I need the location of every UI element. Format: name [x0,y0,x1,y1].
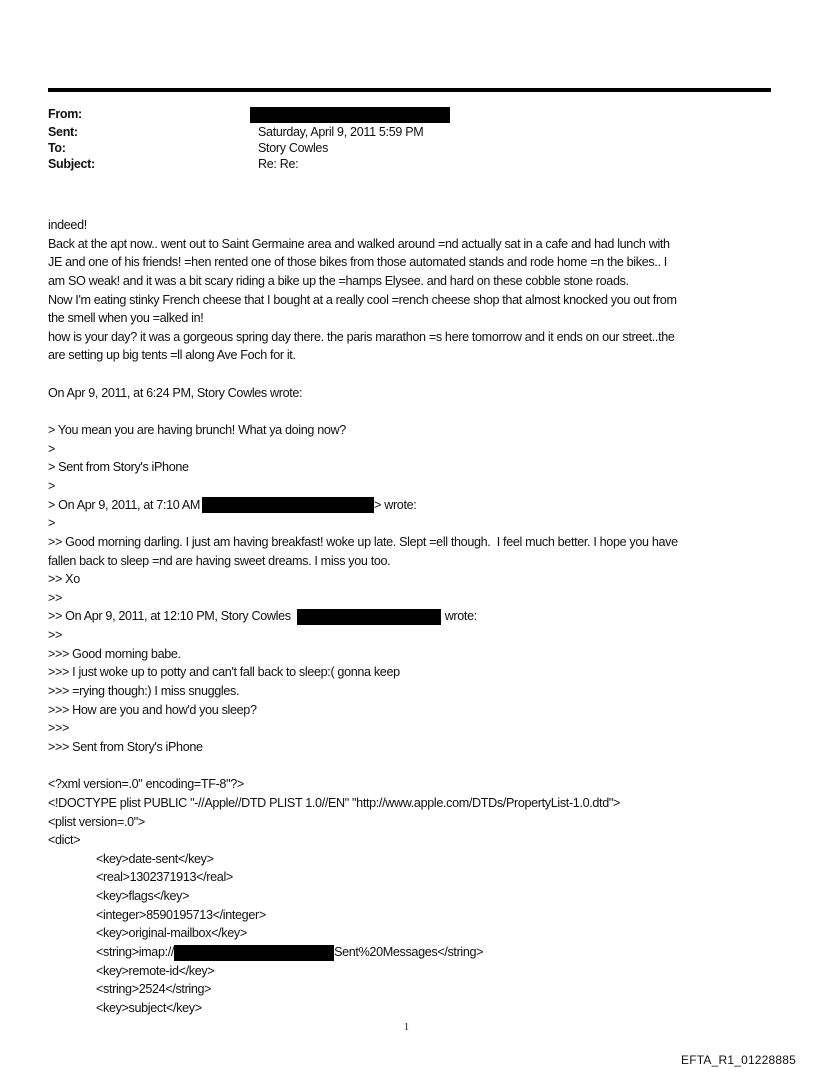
quote-line: > [48,441,56,456]
redaction [202,497,374,513]
body-line: Now I'm eating stinky French cheese that I bought at a really cool =rench cheese shop that almost knocked you out from [48,292,677,307]
quote-line: >>> [48,721,70,736]
to-label: To: [48,141,66,155]
xml-line: <real>1302371913</real> [96,870,233,885]
quote-attribution: >> On Apr 9, 2011, at 12:10 PM, Story Cowles [48,609,291,624]
xml-line: <key>date-sent</key> [96,851,214,866]
quote-line: >> Xo [48,572,80,587]
blank-line [48,757,788,776]
xml-line: <plist version=.0"> [48,814,145,829]
body-line: the smell when you =alked in! [48,311,204,326]
xml-line: <key>flags</key> [96,889,190,904]
quote-line: > You mean you are having brunch! What ya doing now? [48,423,346,438]
quote-line: fallen back to sleep =nd are having sweet dreams. I miss you too. [48,553,391,568]
quote-line: >>> I just woke up to potty and can't fall back to sleep:( gonna keep [48,665,400,680]
quote-line: >> [48,590,63,605]
body-line: indeed! [48,218,87,232]
quote-line: >>> Good morning babe. [48,646,181,661]
quote-line: > [48,478,56,493]
sent-value: Saturday, April 9, 2011 5:59 PM [258,125,424,139]
quote-line: >>> =rying though:) I miss snuggles. [48,684,240,699]
quote-line: >> [48,628,63,643]
quote-line: >>> Sent from Story's iPhone [48,739,203,754]
xml-line [48,943,788,962]
quote-line: > [48,516,56,531]
xml-line: <key>remote-id</key> [96,963,215,978]
quote-attribution-end: > wrote: [374,497,417,512]
xml-line: <key>original-mailbox</key> [96,926,247,941]
quote-line: > Sent from Story's iPhone [48,460,189,475]
email-body [48,216,788,1018]
xml-fragment: Sent%20Messages</string> [334,944,484,959]
header-rule [48,88,771,92]
sent-label: Sent: [48,125,78,139]
xml-line: <string>2524</string> [96,982,212,997]
redaction [297,609,441,625]
quote-attribution: On Apr 9, 2011, at 6:24 PM, Story Cowles wrote: [48,385,303,400]
xml-line: <?xml version=.0" encoding=TF-8"?> [48,777,244,792]
from-label: From: [48,107,82,121]
blank-line [48,402,788,421]
bates-number: EFTA_R1_01228885 [681,1053,797,1067]
subject-value: Re: Re: [258,157,299,171]
body-line: are setting up big tents =ll along Ave Foch for it. [48,348,296,363]
xml-line: <dict> [48,833,81,848]
quote-line [48,607,788,626]
redaction [174,945,334,961]
body-line: Back at the apt now.. went out to Saint Germaine area and walked around =nd actually sat in a cafe and had lunch with [48,236,670,251]
to-value: Story Cowles [258,141,329,155]
from-value-redacted [250,106,450,123]
xml-fragment: <string>imap:// [96,944,175,959]
page-number: 1 [404,1022,409,1033]
xml-line: <integer>8590195713</integer> [96,907,266,922]
xml-line: <key>subject</key> [96,1000,202,1015]
xml-line: <!DOCTYPE plist PUBLIC "-//Apple//DTD PLIST 1.0//EN" "http://www.apple.com/DTDs/PropertyList-1.0.dtd"> [48,795,620,810]
quote-attribution-end: wrote: [444,609,477,624]
quote-line: >> Good morning darling. I just am having breakfast! woke up late. Slept =ell though. I feel much better. I hope you have [48,534,678,549]
quote-line: >>> How are you and how'd you sleep? [48,702,257,717]
quote-line [48,496,788,515]
body-line: how is your day? it was a gorgeous spring day there. the paris marathon =s here tomorrow and it ends on our street..the [48,329,675,344]
subject-label: Subject: [48,157,95,171]
body-line: JE and one of his friends! =hen rented one of those bikes from those automated stands and rode home =n the bikes.. I [48,255,667,270]
blank-line [48,365,788,384]
body-line: am SO weak! and it was a bit scary riding a bike up the =hamps Elysee. and hard on these cobble stone roads. [48,273,629,288]
quote-attribution: > On Apr 9, 2011, at 7:10 AM [48,497,201,512]
